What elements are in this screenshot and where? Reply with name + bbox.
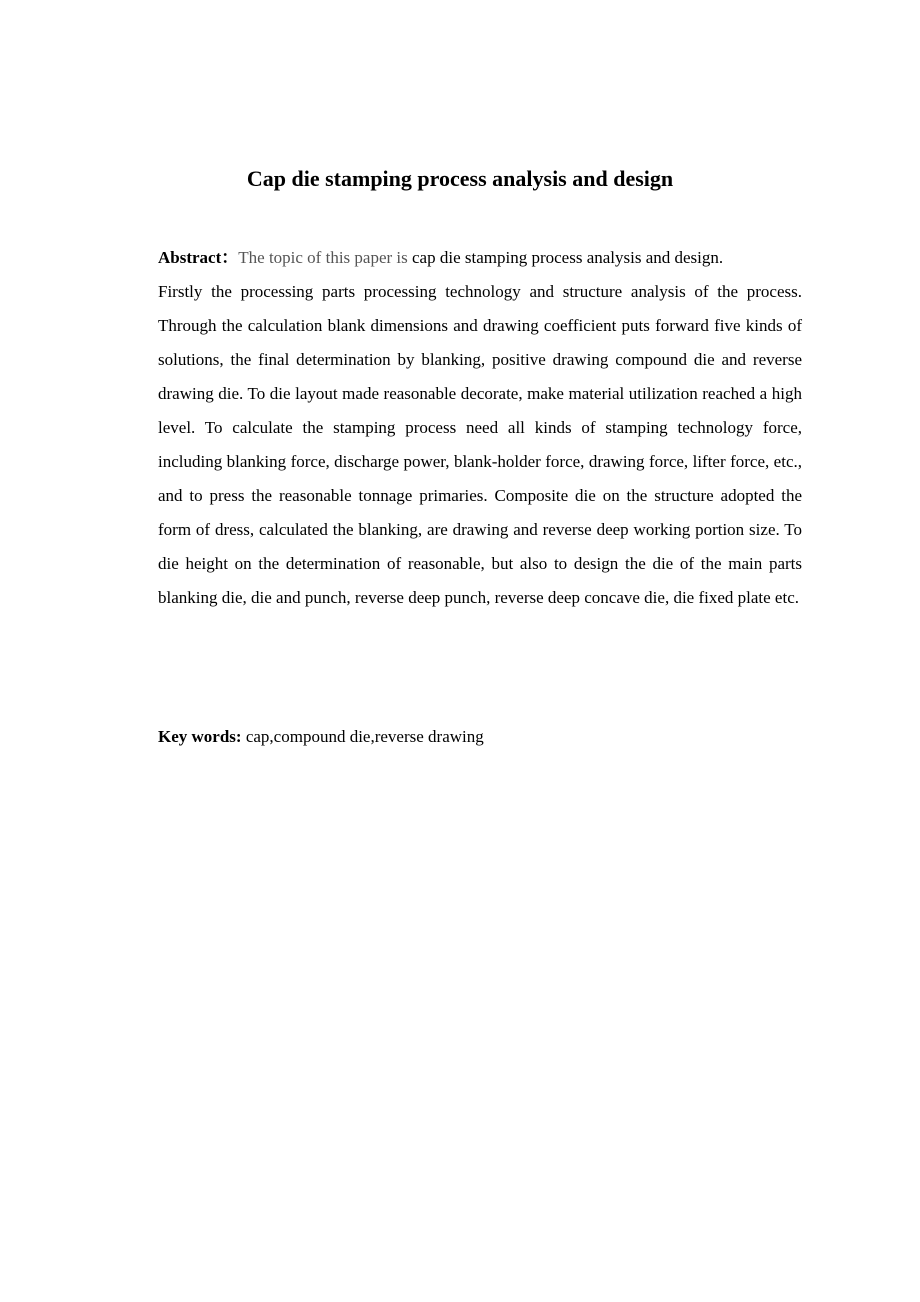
abstract-lead-text: The topic of this paper is: [238, 248, 413, 267]
abstract-body: Firstly the processing parts processing technology and structure analysis of the process. Through the calculation blank dimensions and drawing coefficient puts forward five kinds of solutions, the final determination by blanking, positive drawing compound die and reverse drawing die. To die layout made reasonable decorate, make material utilization reached a high level. To calculate the stamping process need all kinds of stamping technology force, including blanking force, discharge power, blank-holder force, drawing force, lifter force, etc., and to press the reasonable tonnage primaries. Composite die on the structure adopted the form of dress, calculated the blanking, are drawing and reverse deep working portion size. To die height on the determination of reasonable, but also to design the die of the main parts blanking die, die and punch, reverse deep punch, reverse deep concave die, die fixed plate etc.: [158, 282, 802, 607]
keywords-value: cap,compound die,reverse drawing: [241, 727, 484, 746]
abstract-first-line-text: cap die stamping process analysis and design.: [412, 248, 724, 267]
abstract-label: Abstract：: [158, 248, 239, 267]
paper-title: Cap die stamping process analysis and design: [246, 166, 674, 191]
abstract-section: [158, 241, 802, 615]
keywords-line: [158, 722, 802, 752]
abstract-first-line: [158, 241, 802, 275]
keywords-label: Key words:: [158, 727, 242, 746]
